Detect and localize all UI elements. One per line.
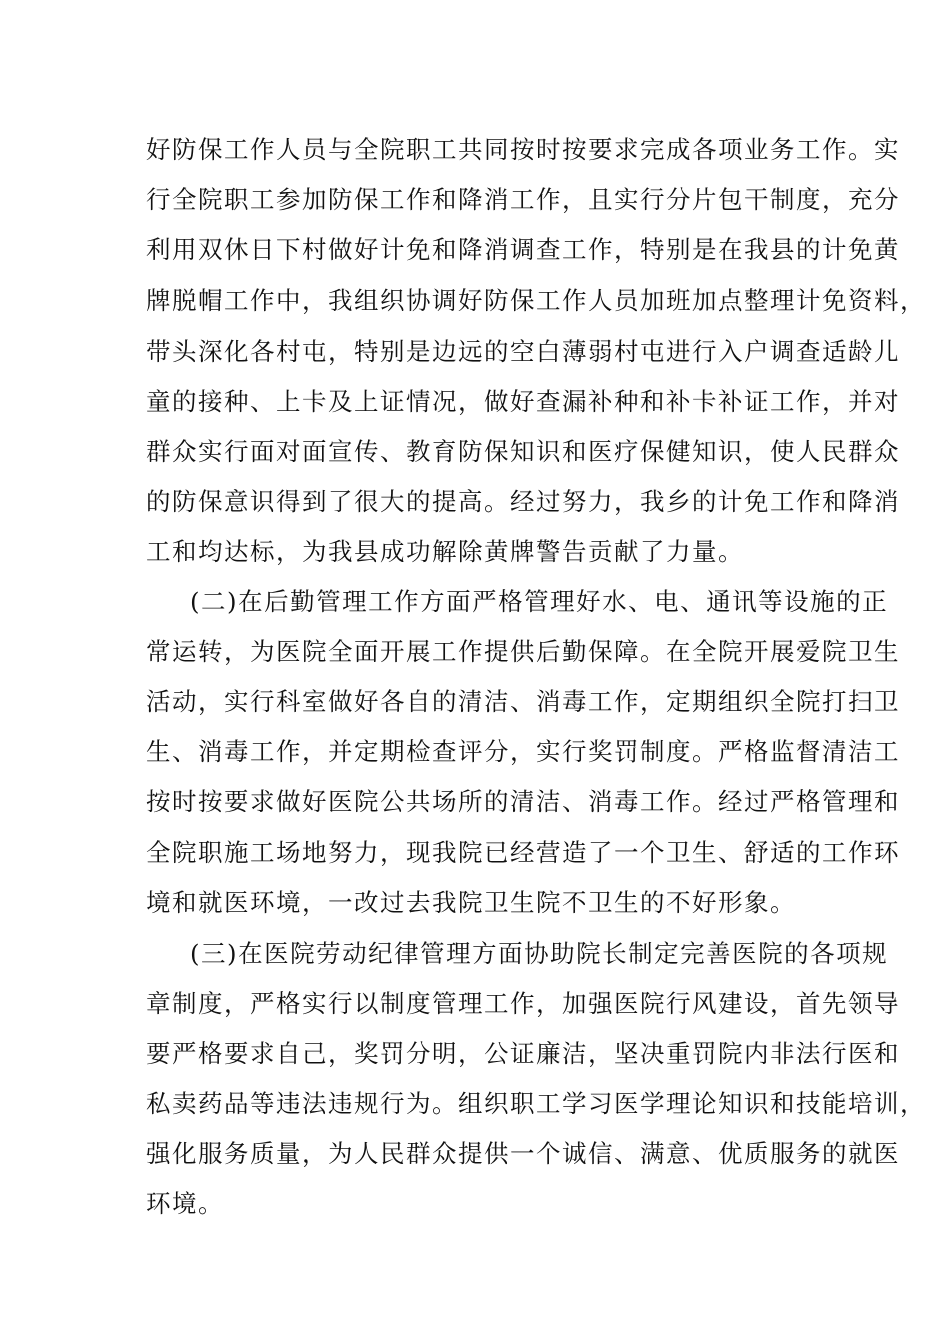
text-line: 好防保工作人员与全院职工共同按时按要求完成各项业务工作。实 bbox=[146, 135, 900, 164]
text-line: 群众实行面对面宣传、教育防保知识和医疗保健知识，使人民群众 bbox=[146, 437, 900, 466]
text-line: 牌脱帽工作中，我组织协调好防保工作人员加班加点整理计免资料， bbox=[146, 286, 926, 315]
text-line: 童的接种、上卡及上证情况，做好查漏补种和补卡补证工作，并对 bbox=[146, 387, 900, 416]
text-line: 利用双休日下村做好计免和降消调查工作，特别是在我县的计免黄 bbox=[146, 235, 900, 264]
text-line: 要严格要求自己，奖罚分明，公证廉洁，坚决重罚院内非法行医和 bbox=[146, 1039, 900, 1068]
text-line: 按时按要求做好医院公共场所的清洁、消毒工作。经过严格管理和 bbox=[146, 787, 900, 816]
text-line: 强化服务质量，为人民群众提供一个诚信、满意、优质服务的就医 bbox=[146, 1139, 900, 1168]
text-line: 的防保意识得到了很大的提高。经过努力，我乡的计免工作和降消 bbox=[146, 487, 900, 516]
text-line: 常运转，为医院全面开展工作提供后勤保障。在全院开展爱院卫生 bbox=[146, 637, 900, 666]
text-line: 生、消毒工作，并定期检查评分，实行奖罚制度。严格监督清洁工 bbox=[146, 737, 900, 766]
text-line: 私卖药品等违法违规行为。组织职工学习医学理论知识和技能培训， bbox=[146, 1089, 926, 1118]
text-line: 活动，实行科室做好各自的清洁、消毒工作，定期组织全院打扫卫 bbox=[146, 687, 900, 716]
text-line: 带头深化各村屯，特别是边远的空白薄弱村屯进行入户调查适龄儿 bbox=[146, 337, 900, 366]
text-line: 行全院职工参加防保工作和降消工作，且实行分片包干制度，充分 bbox=[146, 185, 900, 214]
text-line: 全院职施工场地努力，现我院已经营造了一个卫生、舒适的工作环 bbox=[146, 838, 900, 867]
text-line: 章制度，严格实行以制度管理工作，加强医院行风建设，首先领导 bbox=[146, 989, 900, 1018]
paragraph-start-line: (三)在医院劳动纪律管理方面协助院长制定完善医院的各项规 bbox=[190, 939, 889, 968]
text-line: 境和就医环境，一改过去我院卫生院不卫生的不好形象。 bbox=[146, 888, 796, 917]
text-line: 工和均达标，为我县成功解除黄牌警告贡献了力量。 bbox=[146, 537, 744, 566]
text-line: 环境。 bbox=[146, 1189, 224, 1218]
paragraph-start-line: (二)在后勤管理工作方面严格管理好水、电、通讯等设施的正 bbox=[190, 587, 889, 616]
